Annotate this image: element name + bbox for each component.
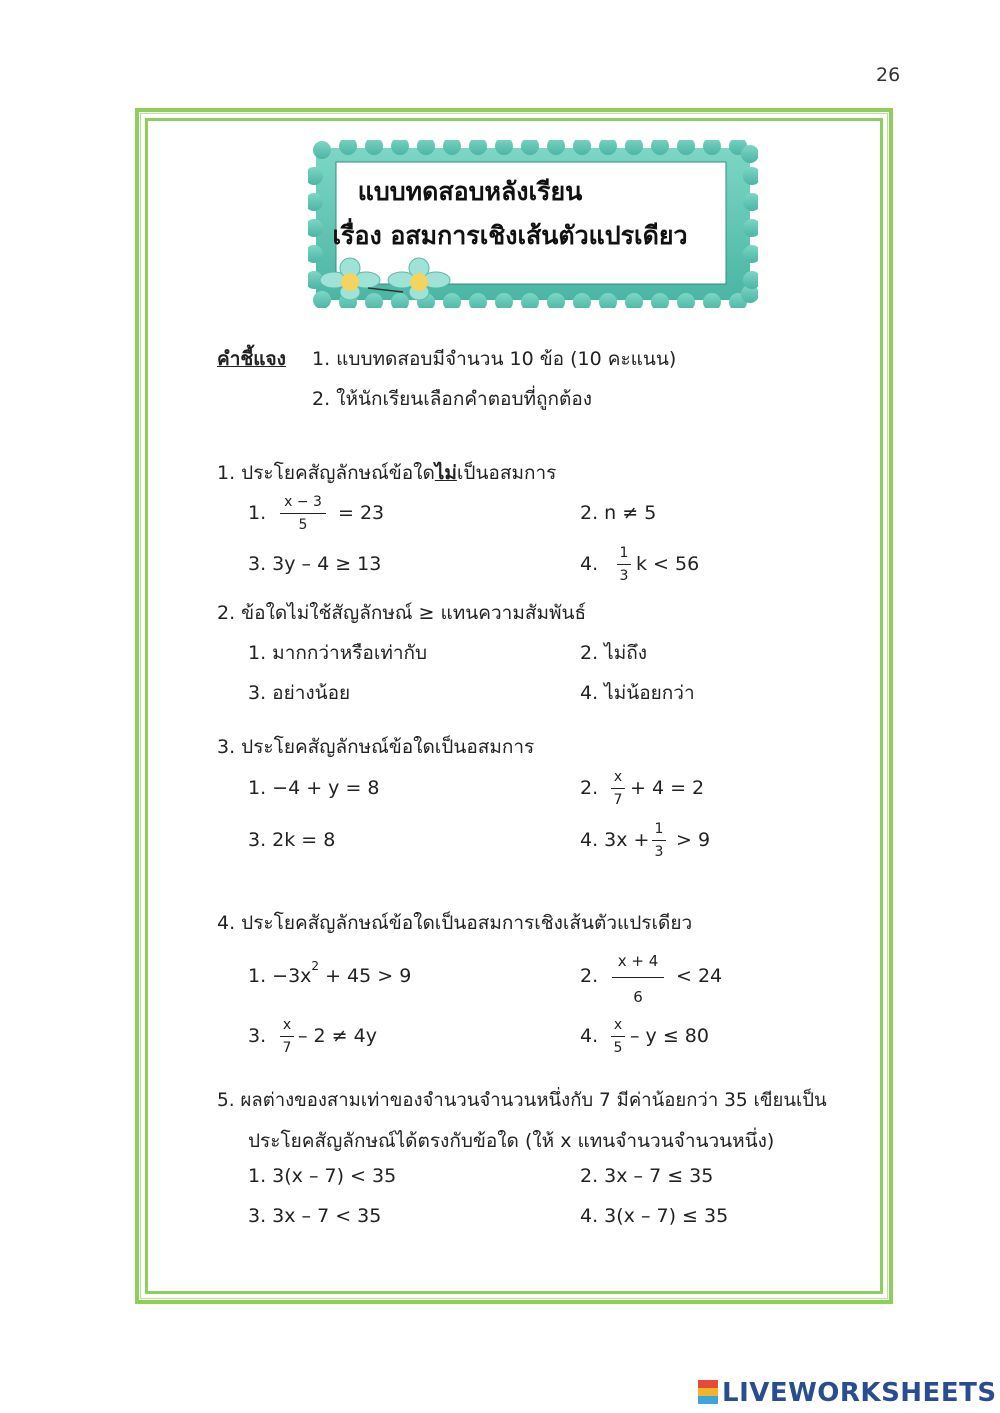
- q4-option-2-rest: < 24: [676, 965, 723, 987]
- question-4: 4. ประโยคสัญลักษณ์ข้อใดเป็นอสมการเชิงเส้นตัวแปรเดียว: [217, 912, 693, 934]
- q1-option-4[interactable]: [580, 553, 598, 575]
- q3-option-2-rest: + 4 = 2: [630, 777, 705, 799]
- q5-option-1[interactable]: 1. 3(x – 7) < 35: [248, 1165, 397, 1187]
- q4-option-4[interactable]: [580, 1025, 598, 1047]
- q1-option-4-fraction: [617, 546, 631, 583]
- question-5-line-2: ประโยคสัญลักษณ์ได้ตรงกับข้อใด (ให้ x แทนจำนวนจำนวนหนึ่ง): [248, 1130, 775, 1152]
- fraction-denominator: 5: [298, 517, 308, 533]
- fraction-denominator: 7: [282, 1040, 292, 1056]
- q4-option-1[interactable]: [248, 959, 412, 987]
- title-line-1: แบบทดสอบหลังเรียน: [357, 177, 583, 206]
- fraction-denominator: 3: [619, 568, 629, 584]
- q3-option-4-prefix: 4. 3x +: [580, 829, 650, 851]
- q1-option-2[interactable]: 2. n ≠ 5: [580, 502, 657, 524]
- q4-option-2-fraction: [612, 954, 664, 1005]
- q1-option-1-rest: = 23: [338, 502, 385, 524]
- q4-option-4-number: 4.: [580, 1025, 599, 1047]
- question-1-suffix: เป็นอสมการ: [456, 462, 557, 484]
- q4-option-3[interactable]: [248, 1025, 266, 1047]
- q3-option-2-fraction: [611, 770, 625, 807]
- q3-option-4-fraction: [652, 822, 666, 859]
- q5-option-3[interactable]: 3. 3x – 7 < 35: [248, 1205, 382, 1227]
- fraction-numerator: 1: [654, 821, 664, 837]
- q4-option-1-prefix: 1. −3x: [248, 965, 312, 987]
- logo-text: LIVEWORKSHEETS: [722, 1378, 997, 1408]
- q4-option-4-rest: – y ≤ 80: [630, 1025, 709, 1047]
- fraction-numerator: 1: [619, 545, 629, 561]
- q5-option-4[interactable]: 4. 3(x – 7) ≤ 35: [580, 1205, 729, 1227]
- instructions-heading: คำชี้แจง: [217, 348, 286, 370]
- q2-option-3[interactable]: 3. อย่างน้อย: [248, 682, 351, 704]
- q2-option-4[interactable]: 4. ไม่น้อยกว่า: [580, 682, 695, 704]
- q5-option-2[interactable]: 2. 3x – 7 ≤ 35: [580, 1165, 714, 1187]
- liveworksheets-logo: [698, 1378, 997, 1408]
- fraction-denominator: 7: [613, 792, 623, 808]
- q3-option-4[interactable]: [580, 829, 649, 851]
- title-line-2: เรื่อง อสมการเชิงเส้นตัวแปรเดียว: [332, 221, 688, 250]
- question-1: [217, 458, 556, 488]
- instruction-line-1: 1. แบบทดสอบมีจำนวน 10 ข้อ (10 คะแนน): [312, 348, 677, 370]
- q3-option-2[interactable]: [580, 777, 598, 799]
- q2-option-2[interactable]: 2. ไม่ถึง: [580, 642, 648, 664]
- logo-icon: [698, 1380, 718, 1404]
- question-3: 3. ประโยคสัญลักษณ์ข้อใดเป็นอสมการ: [217, 736, 535, 758]
- q4-option-3-rest: – 2 ≠ 4y: [298, 1025, 377, 1047]
- q1-option-1-number: 1.: [248, 502, 267, 524]
- q4-option-3-fraction: [280, 1018, 294, 1055]
- question-2: 2. ข้อใดไม่ใช้สัญลักษณ์ ≥ แทนความสัมพันธ์: [217, 602, 587, 624]
- q3-option-1[interactable]: 1. −4 + y = 8: [248, 777, 380, 799]
- fraction-numerator: x: [613, 769, 623, 785]
- question-1-prefix: 1. ประโยคสัญลักษณ์ข้อใด: [217, 462, 435, 484]
- question-5-line-1: 5. ผลต่างของสามเท่าของจำนวนจำนวนหนึ่งกับ 7 มีค่าน้อยกว่า 35 เขียนเป็น: [217, 1090, 827, 1111]
- q4-option-1-rest: + 45 > 9: [319, 965, 412, 987]
- q1-option-4-rest: k < 56: [636, 553, 700, 575]
- fraction-denominator: 5: [613, 1040, 623, 1056]
- fraction-numerator: x: [282, 1017, 292, 1033]
- q4-option-2[interactable]: [580, 965, 598, 987]
- page-number: 26: [876, 64, 901, 86]
- q1-option-1[interactable]: [248, 502, 266, 524]
- q1-option-4-number: 4.: [580, 553, 599, 575]
- fraction-numerator: x: [613, 1017, 623, 1033]
- question-1-emphasis: ไม่: [434, 462, 457, 484]
- fraction-denominator: 3: [654, 844, 664, 860]
- q2-option-1[interactable]: 1. มากกว่าหรือเท่ากับ: [248, 642, 428, 664]
- q4-option-4-fraction: [611, 1018, 625, 1055]
- q3-option-2-number: 2.: [580, 777, 599, 799]
- q3-option-4-rest: > 9: [676, 829, 711, 851]
- q4-option-2-number: 2.: [580, 965, 599, 987]
- fraction-numerator: x + 4: [617, 952, 659, 970]
- q4-option-1-exponent: 2: [311, 959, 320, 973]
- q4-option-3-number: 3.: [248, 1025, 267, 1047]
- q3-option-3[interactable]: 3. 2k = 8: [248, 829, 336, 851]
- q1-option-3[interactable]: 3. 3y – 4 ≥ 13: [248, 553, 382, 575]
- instruction-line-2: 2. ให้นักเรียนเลือกคำตอบที่ถูกต้อง: [312, 388, 593, 410]
- fraction-denominator: 6: [633, 988, 643, 1006]
- q1-option-1-fraction: [280, 495, 326, 532]
- fraction-numerator: x − 3: [284, 494, 322, 510]
